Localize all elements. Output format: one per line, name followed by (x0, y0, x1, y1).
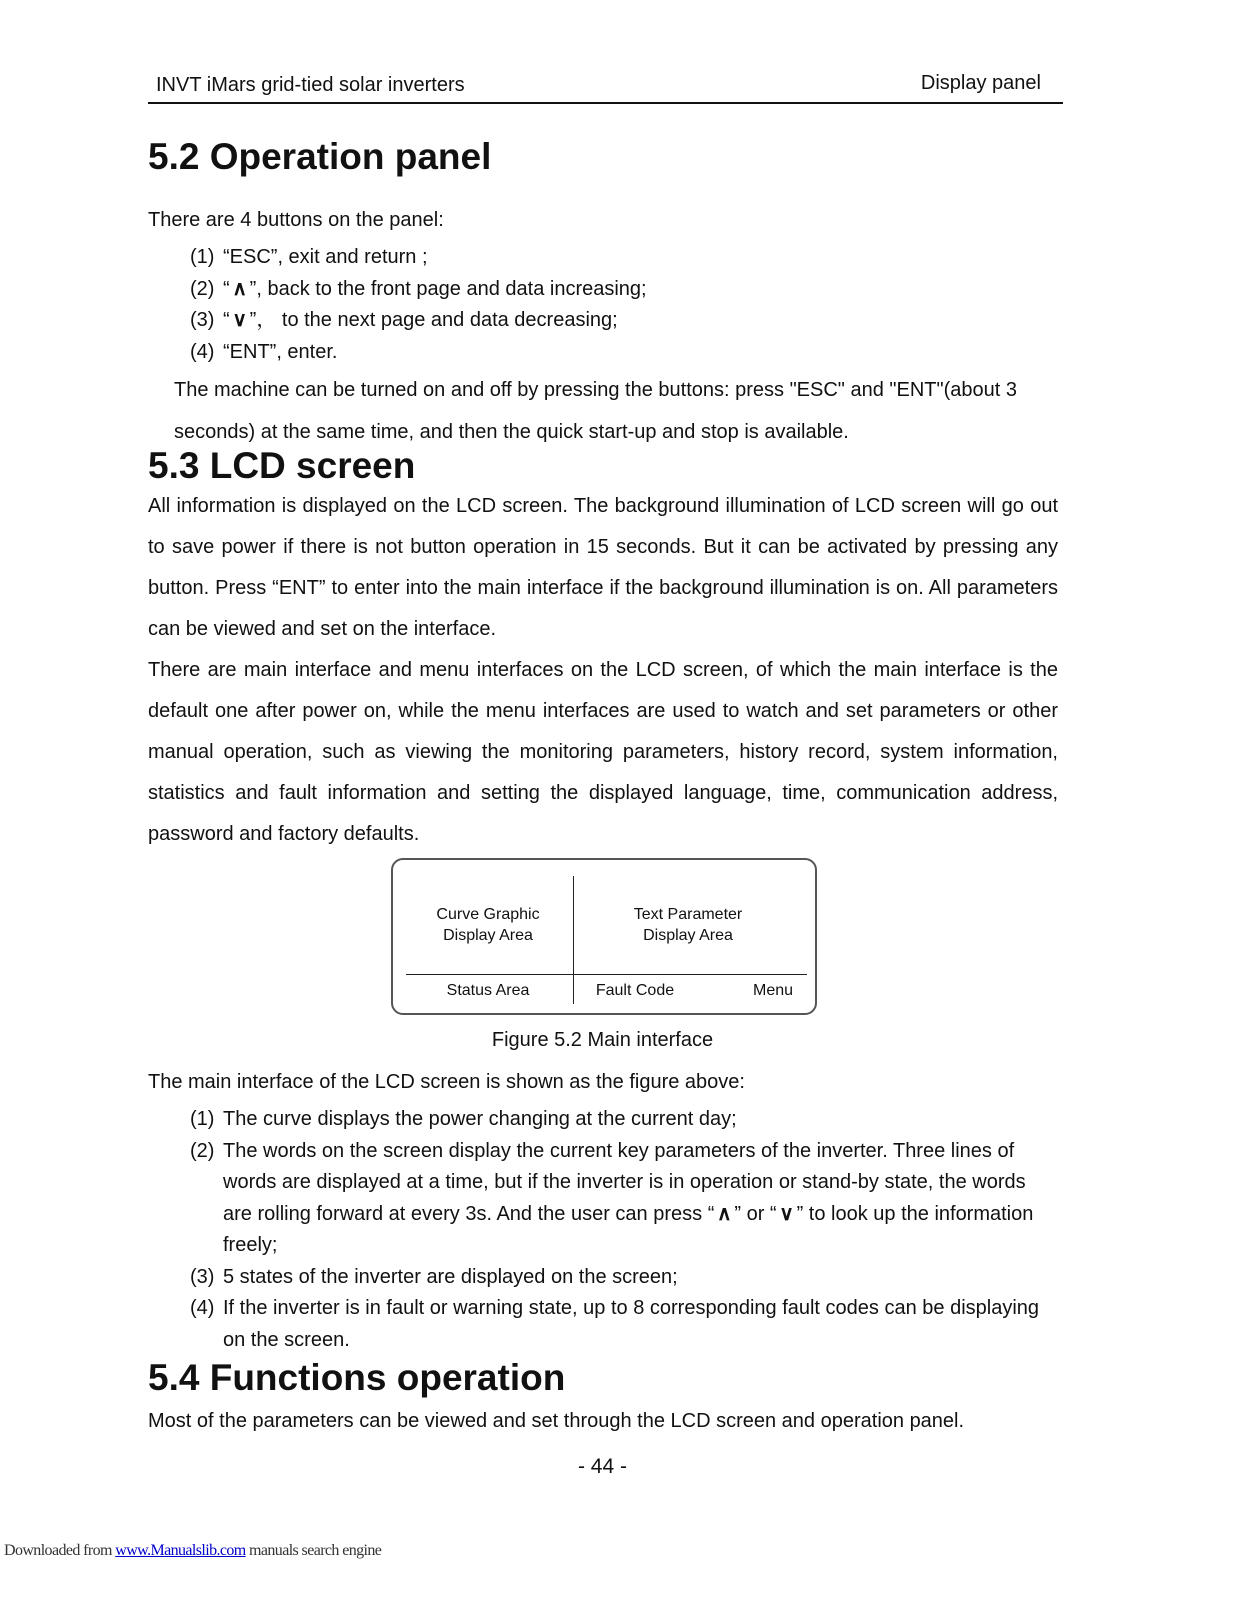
list-item (190, 1136, 1059, 1262)
list-item-text: ” or “ (734, 1202, 777, 1225)
list-item-number: (4) (190, 1297, 215, 1319)
page-number: - 44 - (577, 1455, 627, 1478)
list-item (190, 242, 647, 274)
list-item-text: “ (223, 309, 230, 331)
main-interface-list (190, 1104, 1059, 1356)
main-interface-intro: The main interface of the LCD screen is shown as the figure above: (148, 1071, 745, 1093)
section-heading-lcd-screen: 5.3 LCD screen (148, 445, 416, 486)
functions-operation-text: Most of the parameters can be viewed and set through the LCD screen and operation panel. (148, 1410, 965, 1432)
manualslib-link[interactable]: www.Manualslib.com (115, 1542, 246, 1559)
section-heading-functions-operation: 5.4 Functions operation (148, 1357, 566, 1398)
fault-code-label: Fault Code (595, 982, 675, 999)
lcd-paragraph-interfaces: There are main interface and menu interfaces on the LCD screen, of which the main interface is the default one after power on, while the menu interfaces are used to watch and set parameters or other manual operation, such as viewing the monitoring parameters, history record, system information, statistics and fault information and setting the displayed language, time, communication address, password and factory defaults. (148, 659, 1058, 845)
diagram-horizontal-divider (406, 974, 807, 975)
power-toggle-note-line1: The machine can be turned on and off by pressing the buttons: press "ESC" and "ENT"(about 3 (174, 379, 1017, 401)
list-item (190, 337, 647, 369)
list-item-number: (2) (190, 1139, 215, 1162)
list-item-text: If the inverter is in fault or warning state, up to 8 corresponding fault codes can be displaying on the screen. (223, 1297, 1040, 1351)
list-item-text: The words on the screen display the current key parameters of the inverter. Three lines of words are displayed at a time, but if the inverter is in operation or stand-by state, the words are rolling forward at every 3s. And the user can press “ (223, 1139, 1026, 1225)
list-item (190, 1262, 1059, 1294)
header-divider (148, 102, 1063, 104)
list-item (190, 1104, 1059, 1136)
down-arrow-icon: ∨ (779, 1202, 794, 1225)
list-item-text: ”, back to the front page and data increasing; (249, 277, 647, 300)
main-interface-diagram (391, 858, 817, 1015)
list-item (190, 274, 647, 306)
list-item-number: (1) (190, 1108, 215, 1130)
operation-panel-intro: There are 4 buttons on the panel: (148, 209, 444, 231)
list-item-text: ”， to the next page and data decreasing; (249, 309, 618, 331)
list-item-number: (4) (190, 340, 215, 363)
up-arrow-icon: ∧ (717, 1202, 732, 1225)
list-item-text: 5 states of the inverter are displayed on the screen; (223, 1265, 678, 1288)
running-header-title: INVT iMars grid-tied solar inverters (156, 74, 465, 96)
up-arrow-icon: ∧ (232, 277, 247, 300)
curve-graphic-area-label: Curve Graphic Display Area (436, 906, 540, 944)
list-item-text: “ENT”, enter. (223, 340, 338, 363)
download-footer: Downloaded from www.Manualslib.com manuals search engine (4, 1542, 382, 1559)
list-item-number: (3) (190, 1265, 215, 1288)
list-item-number: (2) (190, 277, 215, 300)
text-parameter-area-label: Text Parameter Display Area (633, 906, 743, 944)
list-item-text: The curve displays the power changing at the current day; (223, 1108, 737, 1130)
figure-caption: Figure 5.2 Main interface (491, 1029, 714, 1051)
list-item-text: “ESC”, exit and return ; (223, 246, 428, 268)
list-item (190, 305, 647, 337)
list-item (190, 1293, 1059, 1356)
down-arrow-icon: ∨ (232, 309, 247, 331)
button-list (190, 242, 647, 368)
running-header-section: Display panel (920, 72, 1041, 94)
list-item-text: “ (223, 277, 230, 300)
menu-label: Menu (752, 982, 794, 999)
lcd-paragraph-illumination: All information is displayed on the LCD screen. The background illumination of LCD screen will go out to save power if there is not button operation in 15 seconds. But it can be activated by pressing any button. Press “ENT” to enter into the main interface if the background illumination is on. All parameters can be viewed and set on the interface. (148, 495, 1058, 640)
section-heading-operation-panel: 5.2 Operation panel (148, 136, 492, 177)
status-area-label: Status Area (446, 982, 530, 999)
list-item-text: ” to look up the information freely; (223, 1202, 1034, 1256)
power-toggle-note-line2: seconds) at the same time, and then the quick start-up and stop is available. (174, 421, 849, 443)
diagram-vertical-divider (573, 876, 574, 1004)
list-item-number: (1) (190, 246, 215, 268)
list-item-number: (3) (190, 309, 215, 331)
